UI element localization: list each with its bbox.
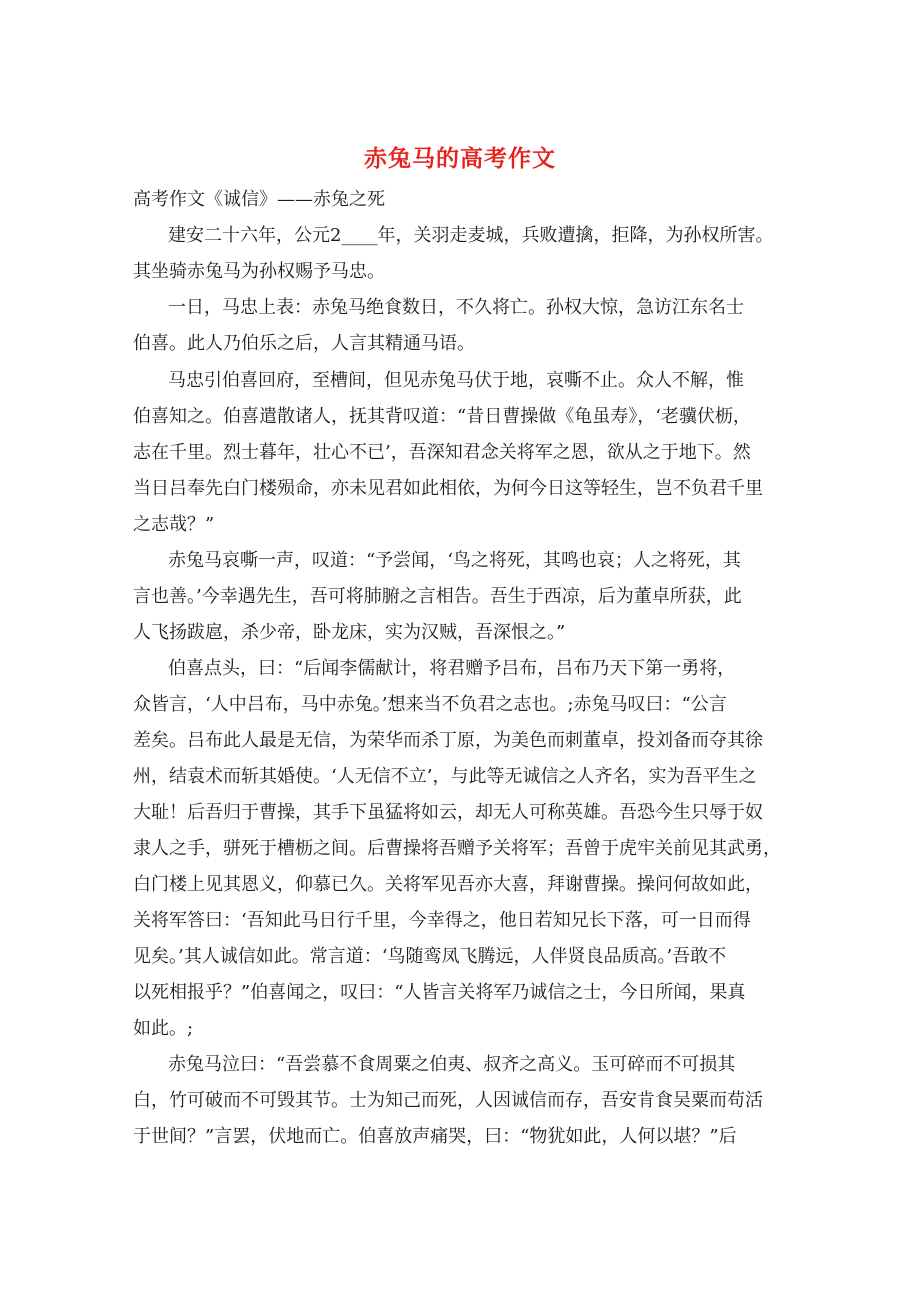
paragraph-line: 差矣。吕布此人最是无信，为荣华而杀丁原，为美色而刺董卓，投刘备而夺其徐	[133, 730, 763, 751]
paragraph-line: 志在千里。烈士暮年，壮心不已’，吾深知君念关将军之恩，欲从之于地下。然	[133, 442, 751, 463]
paragraph-line: 当日吕奉先白门楼殒命，亦未见君如此相依，为何今日这等轻生，岂不负君千里	[133, 478, 763, 499]
document-title: 赤兔马的高考作文	[364, 145, 556, 172]
paragraph-line: 赤兔马哀嘶一声，叹道：“予尝闻，‘鸟之将死，其鸣也哀；人之将死，其	[168, 550, 741, 571]
paragraph-line: 白门楼上见其恩义，仰慕已久。关将军见吾亦大喜，拜谢曹操。操问何故如此，	[133, 874, 763, 895]
paragraph-line: 州，结袁术而斩其婚使。‘人无信不立’，与此等无诚信之人齐名，实为吾平生之	[133, 766, 757, 787]
paragraph-line: 伯喜知之。伯喜遣散诸人，抚其背叹道：“昔日曹操做《龟虽寿》，‘老骥伏枥，	[133, 406, 751, 427]
paragraph-line: 大耻！后吾归于曹操，其手下虽猛将如云，却无人可称英雄。吾恐今生只辱于奴	[133, 802, 763, 823]
paragraph-line: 伯喜。此人乃伯乐之后，人言其精通马语。	[133, 333, 475, 354]
subtitle-line: 高考作文《诚信》——赤兔之死	[133, 189, 385, 210]
paragraph-line: 伯喜点头，曰：“后闻李儒献计，将君赠予吕布，吕布乃天下第一勇将，	[168, 658, 736, 679]
paragraph-line: 马忠引伯喜回府，至槽间，但见赤兔马伏于地，哀嘶不止。众人不解，惟	[168, 370, 744, 391]
paragraph-line: 众皆言，‘人中吕布，马中赤兔。’想来当不负君之志也。;赤兔马叹曰：“公言	[133, 694, 727, 715]
paragraph-line: 关将军答曰：‘吾知此马日行千里，今幸得之，他日若知兄长下落，可一日而得	[133, 910, 751, 931]
paragraph-line: 之志哉？”	[133, 514, 215, 535]
paragraph-line: 白，竹可破而不可毁其节。士为知己而死，人因诚信而存，吾安肯食吴粟而苟活	[133, 1090, 763, 1111]
paragraph-line: 言也善。’今幸遇先生，吾可将肺腑之言相告。吾生于西凉，后为董卓所获，此	[133, 586, 742, 607]
paragraph-line: 如此。;	[133, 1018, 194, 1039]
paragraph-line: 隶人之手，骈死于槽枥之间。后曹操将吾赠予关将军；吾曾于虎牢关前见其武勇，	[133, 838, 781, 859]
paragraph-line: 于世间？”言罢，伏地而亡。伯喜放声痛哭，曰：“物犹如此，人何以堪？”后	[133, 1126, 737, 1147]
paragraph-line: 其坐骑赤兔马为孙权赐予马忠。	[133, 261, 385, 282]
paragraph-line: 以死相报乎？”伯喜闻之，叹曰：“人皆言关将军乃诚信之士，今日所闻，果真	[133, 982, 746, 1003]
paragraph-line: 见矣。’其人诚信如此。常言道：‘鸟随鸾凤飞腾远，人伴贤良品质高。’吾敢不	[133, 946, 727, 967]
paragraph-line: 一日，马忠上表：赤兔马绝食数日，不久将亡。孙权大惊，急访江东名士	[168, 297, 744, 318]
paragraph-line: 人飞扬跋扈，杀少帝，卧龙床，实为汉贼，吾深恨之。”	[133, 622, 566, 643]
paragraph-line: 建安二十六年，公元2____年，关羽走麦城，兵败遭擒，拒降，为孙权所害。	[168, 225, 774, 246]
paragraph-line: 赤兔马泣曰：“吾尝慕不食周粟之伯夷、叔齐之高义。玉可碎而不可损其	[168, 1054, 736, 1075]
